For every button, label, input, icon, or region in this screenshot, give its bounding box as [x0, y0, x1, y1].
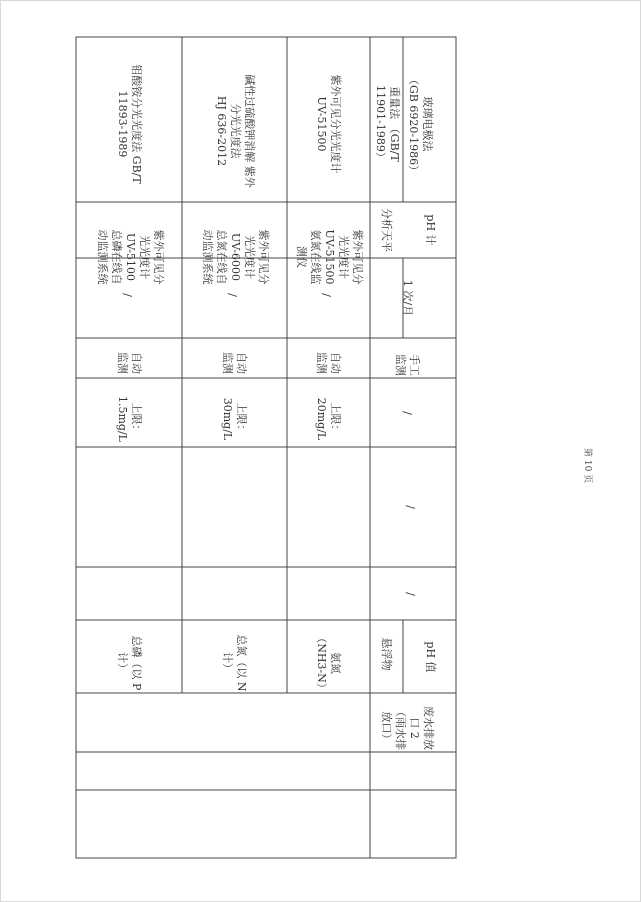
instrument-cell-4: 分析天平 — [380, 208, 393, 252]
instrument-cell-1: 紫外可见分 光光度计 UV-5100 总磷在线自 动监测系统 — [96, 229, 165, 285]
method-cell-2: 碱性过硫酸钾消解 紫外 分光光度法 HJ 636-2012 — [215, 74, 256, 188]
limit-cell-1: 上限： 1.5mg/L — [116, 396, 143, 442]
pollutant-cell-1: 总磷（以 P 计） — [116, 635, 143, 691]
mode-cell-2: 自动 监测 — [221, 352, 248, 374]
limit-cell-4: / — [401, 411, 414, 415]
limit-cell-2: 上限： 30mg/L — [221, 397, 248, 441]
frequency-cell-2: / — [226, 293, 239, 297]
mode-cell-3: 自动 监测 — [315, 352, 342, 374]
pollutant-cell-3: 氨氮 （NH3-N） — [315, 632, 342, 694]
method-cell-1: 钼酸铵分光光度法 GB/T 11893-1989 — [116, 64, 143, 184]
mode-cell-1: 自动 监测 — [116, 352, 143, 374]
mode-cell-4: 手工 监测 — [394, 354, 421, 376]
frequency-cell-1: / — [121, 293, 134, 297]
pollutant-cell-4: 悬浮物 — [380, 637, 393, 671]
frequency-cell-4: 1 次/月 — [401, 279, 414, 317]
pollutant-cell-5: pH 值 — [424, 641, 437, 673]
limit-cell-3: 上限： 20mg/L — [315, 397, 342, 441]
method-cell-4: 重量法 （GB/T 11901-1989） — [374, 85, 401, 163]
page-number: 第 10 页 — [582, 448, 592, 484]
method-cell-5: 玻璃电极法 （GB 6920-1986） — [407, 74, 434, 177]
frequency-cell-3: / — [320, 293, 333, 297]
pollutant-cell-2: 总氮（以 N 计） — [221, 634, 248, 692]
instrument-cell-5: pH 计 — [424, 214, 437, 246]
merged-cell-d: / — [404, 505, 417, 509]
method-cell-3: 紫外可见分光光度计 UV-51500 — [315, 74, 342, 174]
outlet-cell-4: 废水排放 口 2 （雨水排 放口） — [380, 706, 435, 750]
instrument-cell-3: 紫外可见分 光光度计 UV-51500 氨氮在线监 测仪 — [295, 229, 364, 285]
merged-cell-e: / — [404, 592, 417, 596]
instrument-cell-2: 紫外可见分 光光度计 UV-6000 总氮在线自 动监测系统 — [201, 229, 270, 285]
